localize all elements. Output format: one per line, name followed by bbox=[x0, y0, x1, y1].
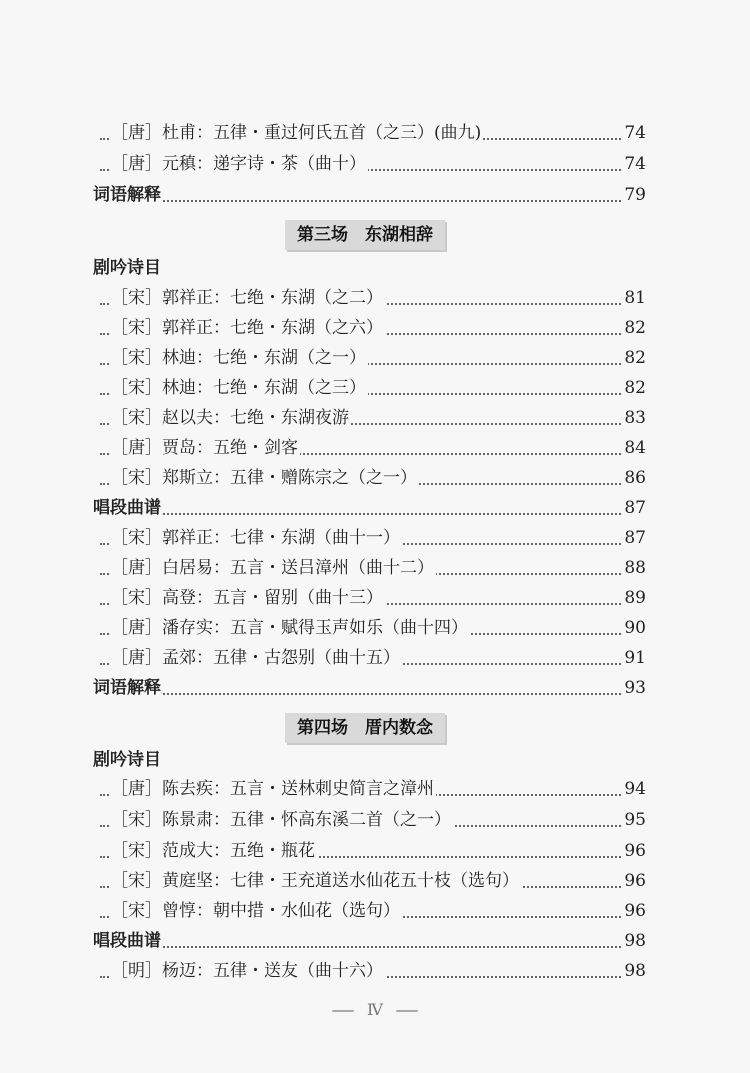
entry-title: ［唐］贾岛：五绝・剑客 bbox=[111, 433, 300, 463]
entry-title: ［唐］元稹：递字诗・茶（曲十） bbox=[111, 149, 368, 179]
entry-page: 95 bbox=[622, 805, 646, 835]
toc-entry[interactable] bbox=[0, 836, 750, 866]
toc-entry[interactable] bbox=[0, 149, 750, 179]
entry-title: ［宋］赵以夫：七绝・东湖夜游 bbox=[111, 403, 351, 433]
toc-heading-entry[interactable] bbox=[0, 926, 750, 956]
entry-page: 82 bbox=[622, 343, 646, 373]
section-title: 剧吟诗目 bbox=[93, 258, 161, 278]
entry-title: ［宋］黄庭坚：七律・王充道送水仙花五十枝（选句） bbox=[111, 866, 521, 896]
entry-page: 94 bbox=[622, 774, 646, 804]
entry-page: 84 bbox=[622, 433, 646, 463]
entry-page: 81 bbox=[622, 283, 646, 313]
heading-page: 98 bbox=[622, 926, 646, 956]
page-number: Ⅳ bbox=[367, 1000, 383, 1019]
toc-entry[interactable] bbox=[0, 463, 750, 493]
entry-title: ［宋］郭祥正：七绝・东湖（之六） bbox=[111, 313, 385, 343]
toc-entry[interactable] bbox=[0, 283, 750, 313]
entry-page: 90 bbox=[622, 613, 646, 643]
entry-page: 82 bbox=[622, 313, 646, 343]
entry-page: 86 bbox=[622, 463, 646, 493]
entry-page: 89 bbox=[622, 583, 646, 613]
scene-title-3: 第三场 东湖相辞 bbox=[285, 220, 445, 250]
page-footer bbox=[0, 1000, 750, 1026]
entry-title: ［唐］杜甫：五律・重过何氏五首（之三）(曲九) bbox=[111, 118, 483, 148]
heading-title: 唱段曲谱 bbox=[93, 926, 163, 956]
toc-entry[interactable] bbox=[0, 805, 750, 835]
entry-title: ［唐］孟郊：五律・古怨别（曲十五） bbox=[111, 643, 402, 673]
toc-entry[interactable] bbox=[0, 403, 750, 433]
heading-page: 79 bbox=[622, 180, 646, 210]
entry-page: 96 bbox=[622, 866, 646, 896]
toc-entry[interactable] bbox=[0, 643, 750, 673]
heading-page: 93 bbox=[622, 673, 646, 703]
entry-title: ［明］杨迈：五律・送友（曲十六） bbox=[111, 956, 385, 986]
toc-entry[interactable] bbox=[0, 613, 750, 643]
section-title: 剧吟诗目 bbox=[93, 750, 161, 770]
heading-title: 词语解释 bbox=[93, 673, 163, 703]
entry-title: ［唐］陈去疾：五言・送林刺史简言之漳州 bbox=[111, 774, 436, 804]
toc-entry[interactable] bbox=[0, 373, 750, 403]
toc-entry[interactable] bbox=[0, 523, 750, 553]
entry-title: ［宋］郭祥正：七律・东湖（曲十一） bbox=[111, 523, 402, 553]
entry-page: 74 bbox=[622, 118, 646, 148]
entry-page: 82 bbox=[622, 373, 646, 403]
toc-entry[interactable] bbox=[0, 896, 750, 926]
entry-page: 88 bbox=[622, 553, 646, 583]
entry-title: ［宋］范成大：五绝・瓶花 bbox=[111, 836, 317, 866]
toc-entry[interactable] bbox=[0, 553, 750, 583]
scene-title-4: 第四场 厝内数念 bbox=[285, 713, 445, 743]
toc-entry[interactable] bbox=[0, 343, 750, 373]
entry-title: ［宋］陈景肃：五律・怀高东溪二首（之一） bbox=[111, 805, 453, 835]
toc-entry[interactable] bbox=[0, 433, 750, 463]
entry-page: 87 bbox=[622, 523, 646, 553]
toc-entry[interactable] bbox=[0, 313, 750, 343]
heading-title: 词语解释 bbox=[93, 180, 163, 210]
toc-heading-entry[interactable] bbox=[0, 180, 750, 210]
entry-title: ［宋］郑斯立：五律・赠陈宗之（之一） bbox=[111, 463, 419, 493]
entry-title: ［唐］白居易：五言・送吕漳州（曲十二） bbox=[111, 553, 436, 583]
heading-page: 87 bbox=[622, 493, 646, 523]
toc-entry[interactable] bbox=[0, 866, 750, 896]
entry-page: 96 bbox=[622, 896, 646, 926]
entry-page: 83 bbox=[622, 403, 646, 433]
toc-entry[interactable] bbox=[0, 956, 750, 986]
entry-title: ［宋］林迪：七绝・东湖（之一） bbox=[111, 343, 368, 373]
toc-heading-entry[interactable] bbox=[0, 673, 750, 703]
toc-heading-entry[interactable] bbox=[0, 493, 750, 523]
entry-title: ［宋］高登：五言・留别（曲十三） bbox=[111, 583, 385, 613]
entry-title: ［宋］曾惇：朝中措・水仙花（选句） bbox=[111, 896, 402, 926]
toc-entry[interactable] bbox=[0, 583, 750, 613]
entry-title: ［唐］潘存实：五言・赋得玉声如乐（曲十四） bbox=[111, 613, 470, 643]
toc-entry[interactable] bbox=[0, 774, 750, 804]
entry-page: 96 bbox=[622, 836, 646, 866]
entry-title: ［宋］林迪：七绝・东湖（之三） bbox=[111, 373, 368, 403]
left-ornament-icon bbox=[332, 1010, 354, 1012]
entry-page: 74 bbox=[622, 149, 646, 179]
entry-page: 98 bbox=[622, 956, 646, 986]
heading-title: 唱段曲谱 bbox=[93, 493, 163, 523]
right-ornament-icon bbox=[396, 1010, 418, 1012]
entry-page: 91 bbox=[622, 643, 646, 673]
toc-entry[interactable] bbox=[0, 118, 750, 148]
entry-title: ［宋］郭祥正：七绝・东湖（之二） bbox=[111, 283, 385, 313]
